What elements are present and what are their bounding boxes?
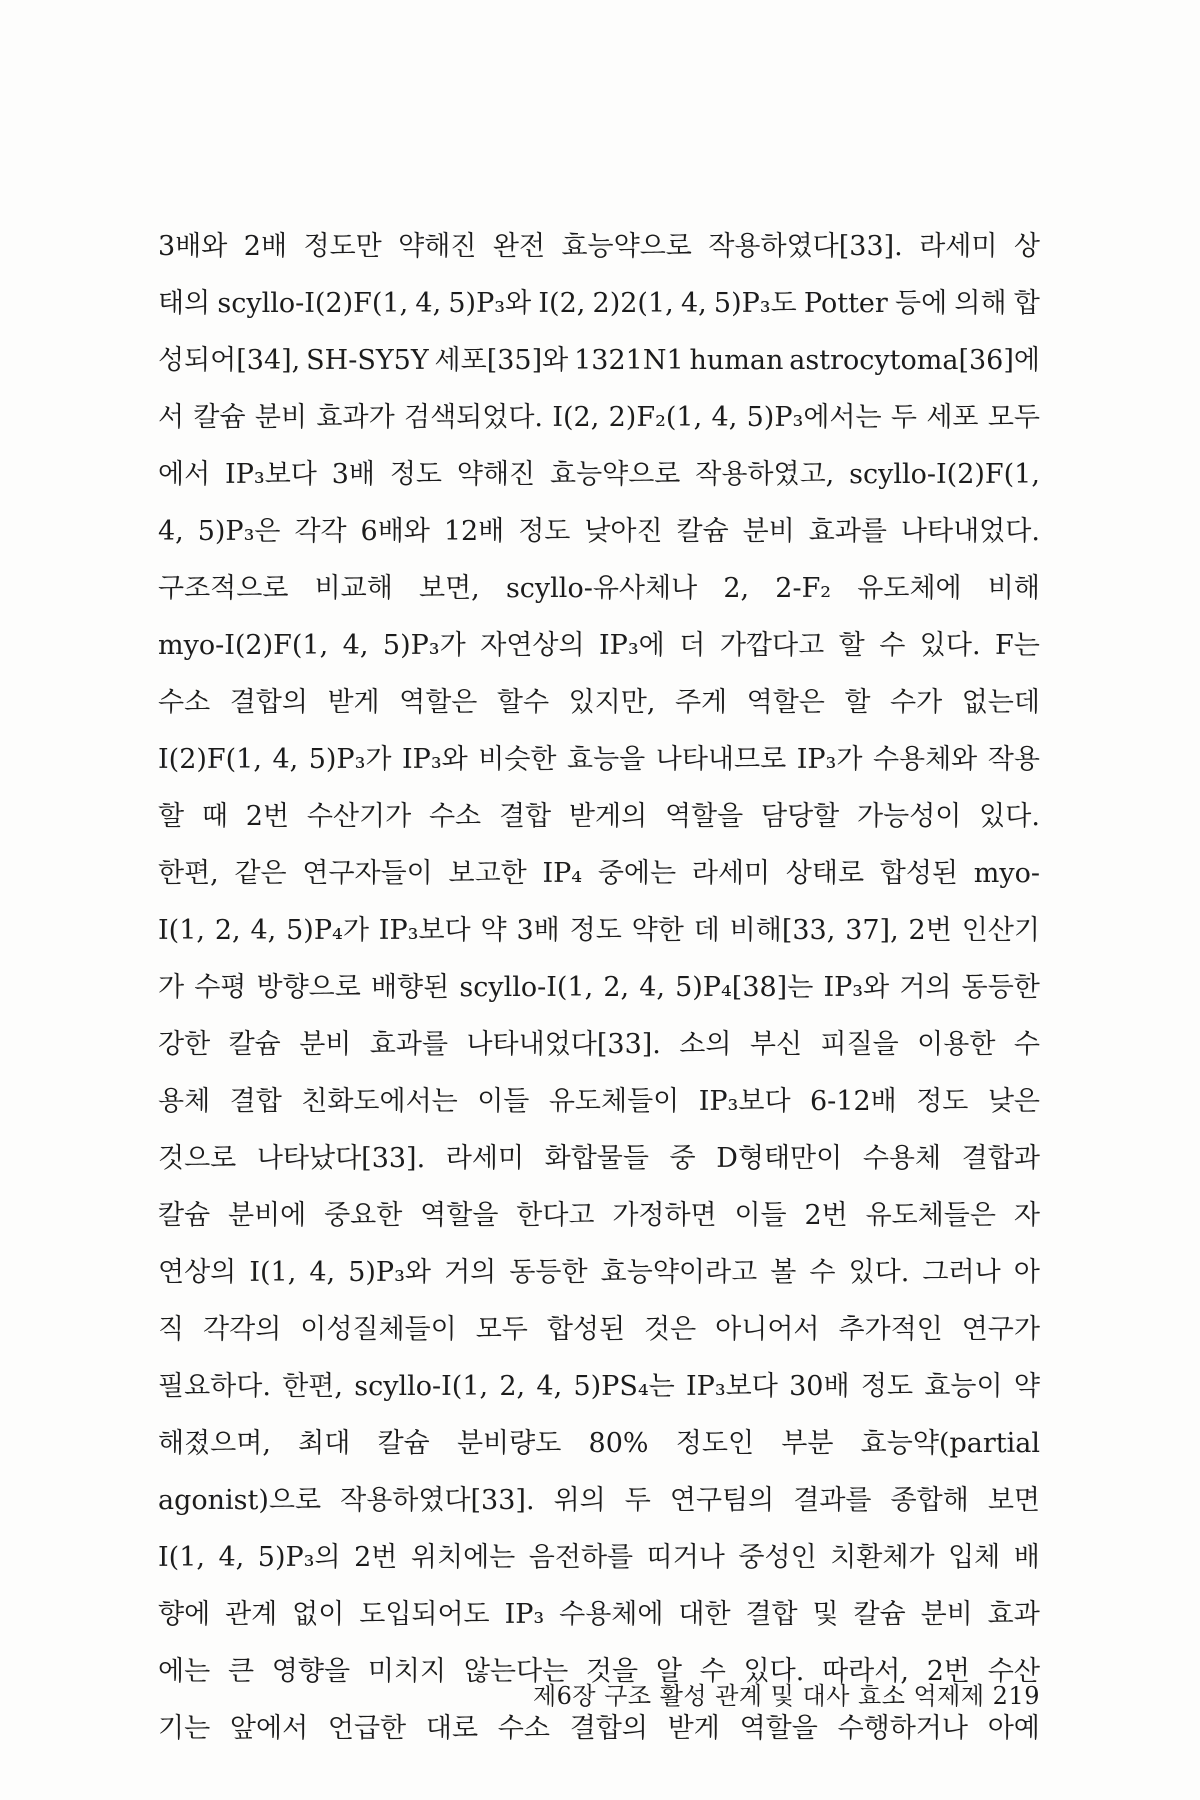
text-line: 필요하다. 한편, scyllo-I(1, 2, 4, 5)PS₄는 IP₃보다 30배 정도 효능이 약 <box>158 1371 1040 1402</box>
text-line: 수소 결합의 받게 역할은 할수 있지만, 주게 역할은 할 수가 없는데 <box>158 687 1040 718</box>
text-line: 해졌으며, 최대 칼슘 분비량도 80% 정도인 부분 효능약(partial <box>158 1428 1040 1459</box>
text-line: 기는 앞에서 언급한 대로 수소 결합의 받게 역할을 수행하거나 아예 <box>158 1713 1040 1744</box>
text-line: 할 때 2번 수산기가 수소 결합 받게의 역할을 담당할 가능성이 있다. <box>158 801 1040 832</box>
text-line: 칼슘 분비에 중요한 역할을 한다고 가정하면 이들 2번 유도체들은 자 <box>158 1200 1040 1231</box>
text-line: myo-I(2)F(1, 4, 5)P₃가 자연상의 IP₃에 더 가깝다고 할 수 있다. F는 <box>158 630 1040 661</box>
text-line: 구조적으로 비교해 보면, scyllo-유사체나 2, 2-F₂ 유도체에 비해 <box>158 573 1040 604</box>
text-line: I(1, 2, 4, 5)P₄가 IP₃보다 약 3배 정도 약한 데 비해[33, 37], 2번 인산기 <box>158 915 1040 946</box>
text-line: I(2)F(1, 4, 5)P₃가 IP₃와 비슷한 효능을 나타내므로 IP₃가 수용체와 작용 <box>158 744 1040 775</box>
text-line: 에는 큰 영향을 미치지 않는다는 것을 알 수 있다. 따라서, 2번 수산 <box>158 1656 1040 1687</box>
text-line: 서 칼슘 분비 효과가 검색되었다. I(2, 2)F₂(1, 4, 5)P₃에서는 두 세포 모두 <box>158 402 1040 433</box>
text-line: 4, 5)P₃은 각각 6배와 12배 정도 낮아진 칼슘 분비 효과를 나타내었다. <box>158 516 1040 547</box>
text-line: 향에 관계 없이 도입되어도 IP₃ 수용체에 대한 결합 및 칼슘 분비 효과 <box>158 1599 1040 1630</box>
text-line: 연상의 I(1, 4, 5)P₃와 거의 동등한 효능약이라고 볼 수 있다. 그러나 아 <box>158 1257 1040 1288</box>
text-line: 것으로 나타났다[33]. 라세미 화합물들 중 D형태만이 수용체 결합과 <box>158 1143 1040 1174</box>
text-line: agonist)으로 작용하였다[33]. 위의 두 연구팀의 결과를 종합해 보면 <box>158 1485 1040 1516</box>
text-line: 강한 칼슘 분비 효과를 나타내었다[33]. 소의 부신 피질을 이용한 수 <box>158 1029 1040 1060</box>
text-line: 3배와 2배 정도만 약해진 완전 효능약으로 작용하였다[33]. 라세미 상 <box>158 231 1040 262</box>
text-line: I(1, 4, 5)P₃의 2번 위치에는 음전하를 띠거나 중성인 치환체가 입체 배 <box>158 1542 1040 1573</box>
text-line: 가 수평 방향으로 배향된 scyllo-I(1, 2, 4, 5)P₄[38]는 IP₃와 거의 동등한 <box>158 972 1040 1003</box>
text-line: 용체 결합 친화도에서는 이들 유도체들이 IP₃보다 6-12배 정도 낮은 <box>158 1086 1040 1117</box>
text-line: 성되어[34], SH-SY5Y 세포[35]와 1321N1 human astrocytoma[36]에 <box>158 345 1040 376</box>
page-footer: 제6장 구조 활성 관계 및 대사 효소 억제제 219 <box>532 1682 1040 1710</box>
body-text <box>158 218 1040 1757</box>
text-line: 직 각각의 이성질체들이 모두 합성된 것은 아니어서 추가적인 연구가 <box>158 1314 1040 1345</box>
text-line: 태의 scyllo-I(2)F(1, 4, 5)P₃와 I(2, 2)2(1, 4, 5)P₃도 Potter 등에 의해 합 <box>158 288 1040 319</box>
text-line: 한편, 같은 연구자들이 보고한 IP₄ 중에는 라세미 상태로 합성된 myo- <box>158 858 1040 889</box>
text-line: 에서 IP₃보다 3배 정도 약해진 효능약으로 작용하였고, scyllo-I(2)F(1, <box>158 459 1040 490</box>
